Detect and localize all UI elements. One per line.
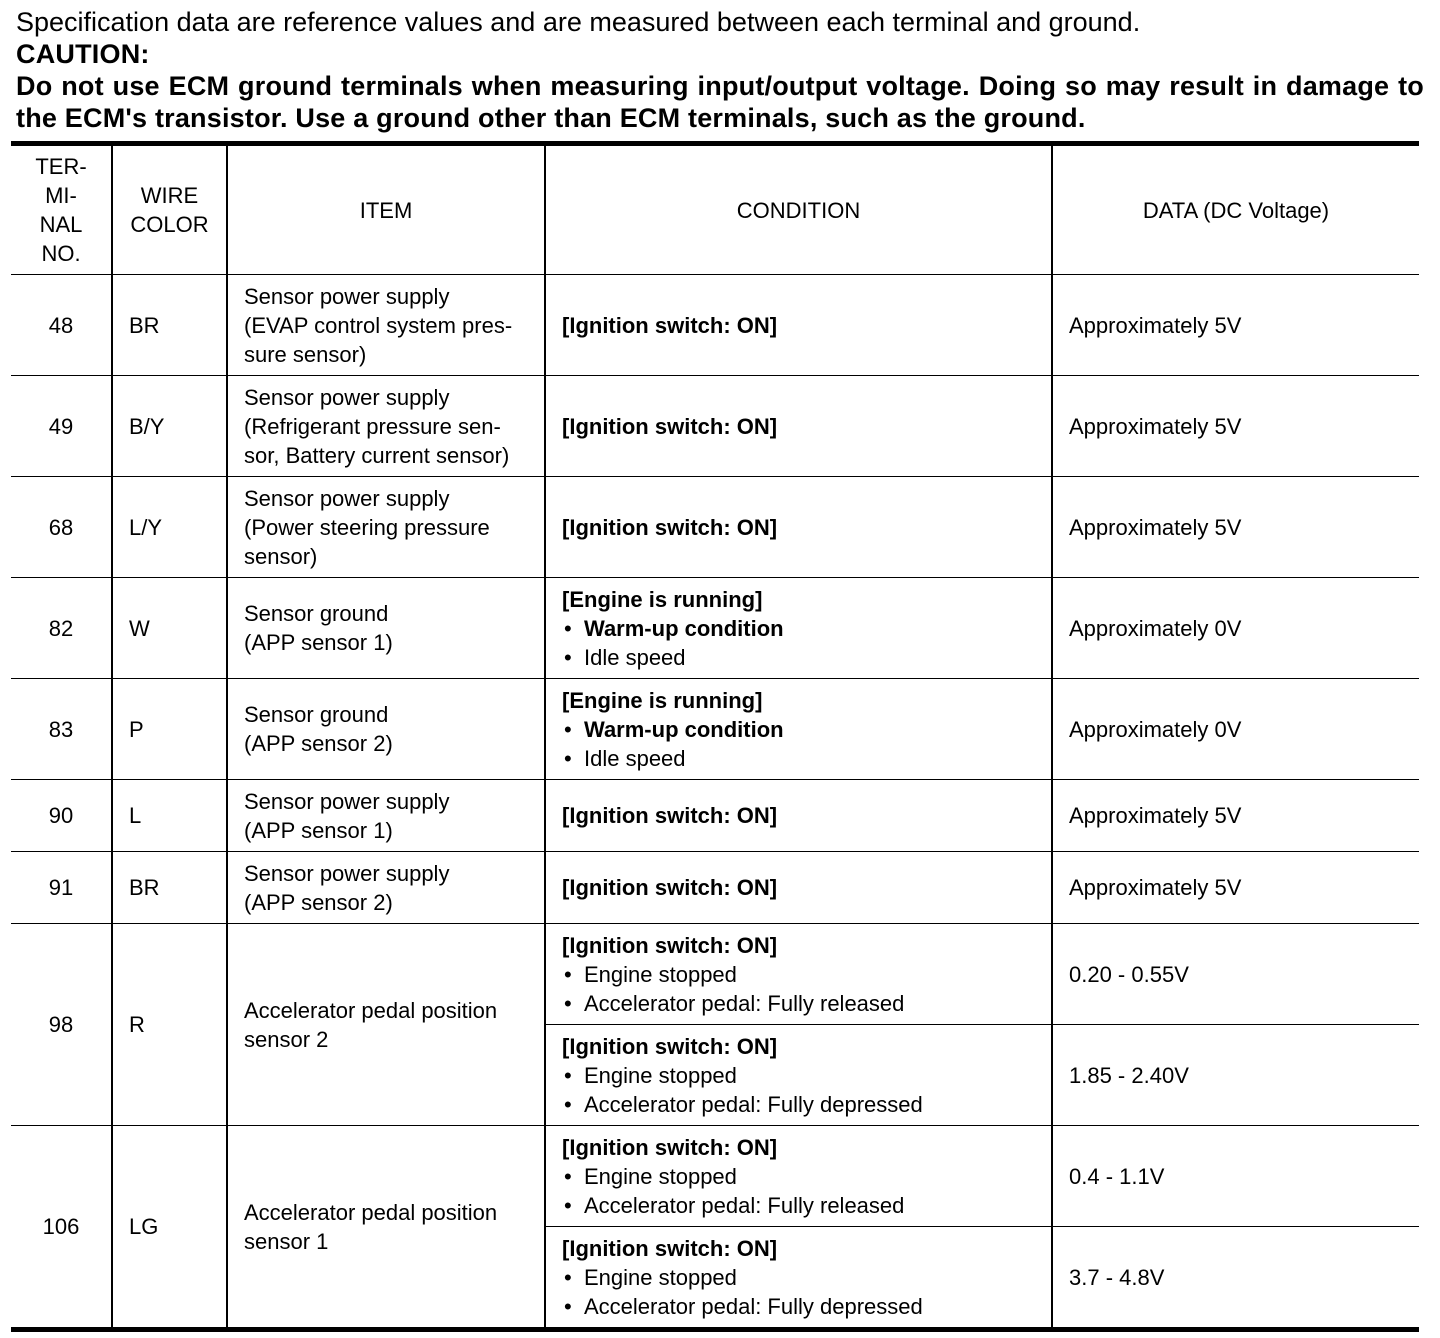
wire-color: BR — [112, 275, 227, 376]
condition: [Ignition switch: ON] — [545, 275, 1052, 376]
header-item: ITEM — [227, 144, 545, 275]
terminal-no: 90 — [11, 780, 112, 852]
table-row — [11, 679, 1419, 780]
terminal-no: 83 — [11, 679, 112, 780]
data-value: Approximately 5V — [1052, 275, 1419, 376]
table-row — [11, 578, 1419, 679]
data-value: 3.7 - 4.8V — [1052, 1227, 1419, 1330]
terminal-no: 91 — [11, 852, 112, 924]
data-value: Approximately 0V — [1052, 679, 1419, 780]
table-row — [11, 1126, 1419, 1227]
wire-color: LG — [112, 1126, 227, 1330]
condition: [Ignition switch: ON] — [545, 780, 1052, 852]
condition: [Ignition switch: ON] — [545, 852, 1052, 924]
condition: [Ignition switch: ON] • Engine stopped • Accelerator pedal: Fully released — [545, 924, 1052, 1025]
condition: [Engine is running] • Warm-up condition • Idle speed — [545, 578, 1052, 679]
item: Sensor ground (APP sensor 2) — [227, 679, 545, 780]
data-value: Approximately 5V — [1052, 477, 1419, 578]
wire-color: L/Y — [112, 477, 227, 578]
wire-color: W — [112, 578, 227, 679]
data-value: 0.4 - 1.1V — [1052, 1126, 1419, 1227]
table-row — [11, 852, 1419, 924]
data-value: 0.20 - 0.55V — [1052, 924, 1419, 1025]
condition: [Ignition switch: ON] — [545, 376, 1052, 477]
wire-color: L — [112, 780, 227, 852]
condition: [Ignition switch: ON] • Engine stopped • Accelerator pedal: Fully depressed — [545, 1227, 1052, 1330]
intro — [16, 6, 1424, 134]
terminal-no: 48 — [11, 275, 112, 376]
terminal-spec-table — [11, 141, 1419, 1332]
terminal-no: 106 — [11, 1126, 112, 1330]
header-condition: CONDITION — [545, 144, 1052, 275]
caution-title: CAUTION: — [16, 39, 150, 69]
data-value: 1.85 - 2.40V — [1052, 1025, 1419, 1126]
item: Sensor power supply (Refrigerant pressure sen- sor, Battery current sensor) — [227, 376, 545, 477]
item: Sensor power supply (EVAP control system pres- sure sensor) — [227, 275, 545, 376]
spec-note: Specification data are reference values and are measured between each terminal and ground. — [16, 7, 1141, 37]
header-terminal-no: TER- MI- NAL NO. — [11, 144, 112, 275]
item: Accelerator pedal position sensor 2 — [227, 924, 545, 1126]
data-value: Approximately 0V — [1052, 578, 1419, 679]
item: Sensor power supply (APP sensor 1) — [227, 780, 545, 852]
terminal-no: 68 — [11, 477, 112, 578]
terminal-no: 82 — [11, 578, 112, 679]
data-value: Approximately 5V — [1052, 376, 1419, 477]
table-row — [11, 477, 1419, 578]
wire-color: B/Y — [112, 376, 227, 477]
data-value: Approximately 5V — [1052, 780, 1419, 852]
item: Sensor power supply (APP sensor 2) — [227, 852, 545, 924]
table-row — [11, 275, 1419, 376]
header-data: DATA (DC Voltage) — [1052, 144, 1419, 275]
terminal-no: 98 — [11, 924, 112, 1126]
item: Sensor ground (APP sensor 1) — [227, 578, 545, 679]
item: Sensor power supply (Power steering pressure sensor) — [227, 477, 545, 578]
terminal-no: 49 — [11, 376, 112, 477]
wire-color: R — [112, 924, 227, 1126]
wire-color: P — [112, 679, 227, 780]
table-header-row — [11, 144, 1419, 275]
condition: [Ignition switch: ON] • Engine stopped • Accelerator pedal: Fully released — [545, 1126, 1052, 1227]
caution-text: Do not use ECM ground terminals when measuring input/output voltage. Doing so may result in damage to the ECM's transistor. Use a ground other than ECM terminals, such as the ground. — [16, 71, 1424, 133]
condition: [Ignition switch: ON] • Engine stopped • Accelerator pedal: Fully depressed — [545, 1025, 1052, 1126]
table-row — [11, 780, 1419, 852]
condition: [Engine is running] • Warm-up condition • Idle speed — [545, 679, 1052, 780]
data-value: Approximately 5V — [1052, 852, 1419, 924]
item: Accelerator pedal position sensor 1 — [227, 1126, 545, 1330]
condition: [Ignition switch: ON] — [545, 477, 1052, 578]
header-wire-color: WIRE COLOR — [112, 144, 227, 275]
wire-color: BR — [112, 852, 227, 924]
table-row — [11, 924, 1419, 1025]
table-row — [11, 376, 1419, 477]
